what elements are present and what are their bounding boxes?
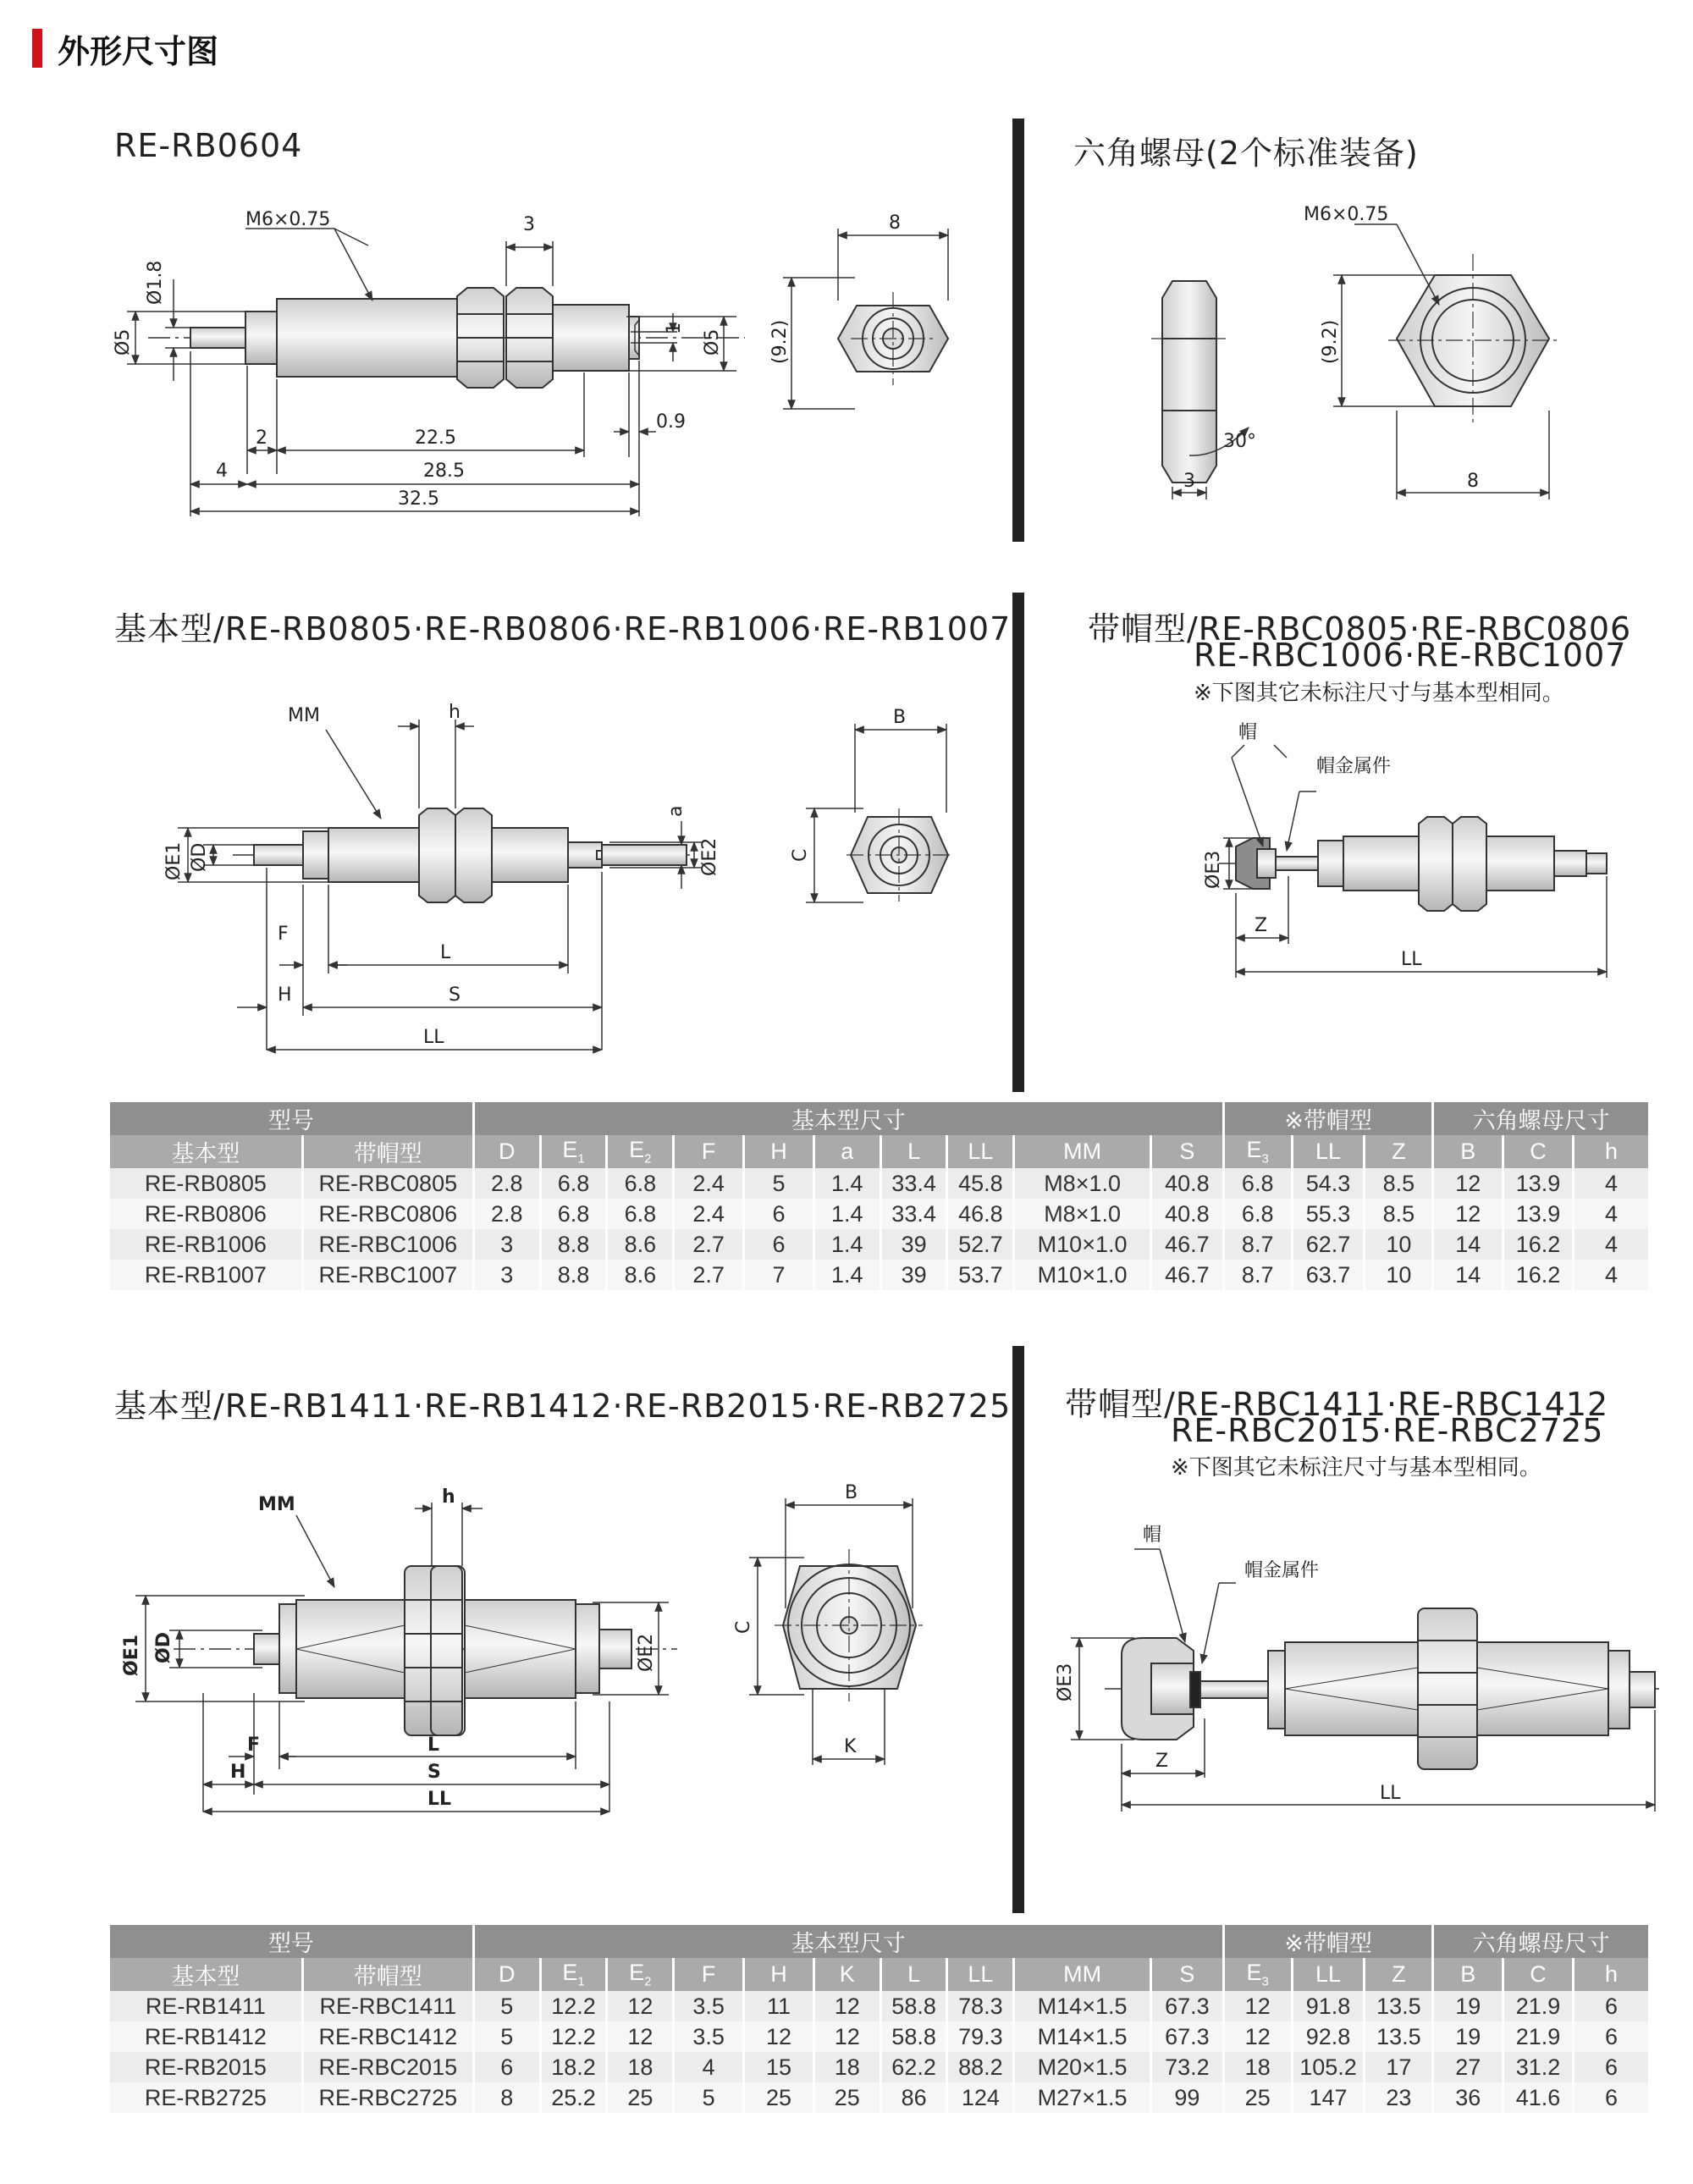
basic2-c-label: C	[733, 1620, 754, 1634]
t1-table-cell: 52.7	[947, 1229, 1014, 1260]
t2-table-cell: RE-RB2725	[110, 2082, 302, 2113]
t2-table-cell: RE-RBC2725	[302, 2082, 473, 2113]
t2-table-cell: M20×1.5	[1014, 2052, 1151, 2082]
t1-table-cell: 40.8	[1150, 1199, 1223, 1229]
t1-table-cell: 10	[1365, 1260, 1433, 1290]
t1-table-cell: RE-RBC0805	[302, 1168, 473, 1199]
cap1-cap-label: 帽	[1238, 722, 1258, 743]
t2-table-cell: 25	[813, 2082, 880, 2113]
t1-group-cap: ※带帽型	[1223, 1102, 1433, 1135]
cap1-fitting-label: 帽金属件	[1316, 756, 1392, 777]
basic1-c-label: C	[790, 848, 811, 862]
t1-table-cell: 14	[1433, 1260, 1503, 1290]
t2-table-cell: 73.2	[1150, 2052, 1223, 2082]
t1-table-cell: 7	[744, 1260, 814, 1290]
t1-table-row	[110, 1260, 1650, 1290]
t1-col-LL: LL	[947, 1135, 1014, 1168]
t2-col-H: H	[744, 1958, 814, 1991]
t1-table-cell: 6	[744, 1199, 814, 1229]
t1-table-cell: 3	[473, 1260, 540, 1290]
t1-table-cell: 2.8	[473, 1168, 540, 1199]
t2-table-cell: RE-RBC2015	[302, 2052, 473, 2082]
cap2-side-view	[1105, 1608, 1659, 1769]
t1-table-cell: 8.6	[607, 1229, 674, 1260]
t2-table-row	[110, 2082, 1650, 2113]
t1-col-B: B	[1433, 1135, 1503, 1168]
hexnut-side-view	[1151, 281, 1227, 483]
basic2-l-label: L	[427, 1735, 440, 1756]
t2-table-cell: 13.5	[1365, 2021, 1433, 2052]
basic1-d-label: ØD	[189, 842, 210, 872]
rb0604-hex92-label: (9.2)	[769, 319, 791, 364]
t2-table-cell: 15	[744, 2052, 814, 2082]
section-title-hexnut: 六角螺母(2个标准装备)	[1073, 135, 1419, 172]
t1-table-cell: RE-RBC1007	[302, 1260, 473, 1290]
t2-table-cell: 21.9	[1503, 2021, 1574, 2052]
t1-table-cell: 40.8	[1150, 1168, 1223, 1199]
t2-table-cell: M27×1.5	[1014, 2082, 1151, 2113]
cap2-cap-label: 帽	[1143, 1525, 1162, 1546]
t2-table-cell: 36	[1433, 2082, 1503, 2113]
t1-table-cell: 2.4	[674, 1168, 744, 1199]
t2-table-cell: 19	[1433, 2021, 1503, 2052]
t1-table-cell: 8.7	[1223, 1260, 1292, 1290]
t1-table-cell: 46.7	[1150, 1260, 1223, 1290]
rb0604-f2-label: 2	[256, 427, 267, 449]
t1-table-cell: 8.5	[1365, 1168, 1433, 1199]
t2-table-cell: 91.8	[1292, 1991, 1365, 2021]
t2-table-cell: 92.8	[1292, 2021, 1365, 2052]
basic1-e2-label: ØE2	[699, 837, 720, 876]
t1-col-LL2: LL	[1292, 1135, 1365, 1168]
t2-table-cell: 6	[473, 2052, 540, 2082]
t2-table-cell: 18	[1223, 2052, 1292, 2082]
t2-table-cell: RE-RBC1412	[302, 2021, 473, 2052]
spec-table-1	[110, 1102, 1651, 1290]
rb0604-l285-label: 28.5	[423, 461, 465, 482]
t2-table-cell: 18	[607, 2052, 674, 2082]
t2-table-row	[110, 1991, 1650, 2021]
basic2-d-label: ØD	[153, 1632, 174, 1663]
basic1-h-label: h	[449, 702, 460, 723]
hexnut-front-view	[1388, 254, 1558, 423]
t2-col-E1: $E_1$	[540, 1958, 607, 1991]
section-title-basic1: 基本型/RE-RB0805·RE-RB0806·RE-RB1006·RE-RB1007	[114, 610, 1012, 648]
cap1-side-view	[1219, 817, 1608, 911]
t1-table-cell: 8.8	[540, 1260, 607, 1290]
rb0604-side-view	[148, 288, 745, 388]
t1-table-cell: 63.7	[1292, 1260, 1365, 1290]
t2-col-Z: Z	[1365, 1958, 1433, 1991]
basic2-s-label: S	[427, 1762, 441, 1783]
t1-table-cell: 45.8	[947, 1168, 1014, 1199]
t2-col-S: S	[1150, 1958, 1223, 1991]
t1-table-cell: M10×1.0	[1014, 1229, 1151, 1260]
t2-table-cell: 13.5	[1365, 1991, 1433, 2021]
t2-table-cell: 67.3	[1150, 1991, 1223, 2021]
t2-table-cell: M14×1.5	[1014, 2021, 1151, 2052]
t2-table-cell: 99	[1150, 2082, 1223, 2113]
t1-table-cell: 4	[1573, 1199, 1649, 1229]
t2-table-row	[110, 2052, 1650, 2082]
t1-col-MM: MM	[1014, 1135, 1151, 1168]
cap1-ll-label: LL	[1401, 949, 1422, 970]
spec-table-2	[110, 1925, 1651, 2113]
t1-col-C: C	[1503, 1135, 1574, 1168]
t2-table-cell: 105.2	[1292, 2052, 1365, 2082]
t2-col-D: D	[473, 1958, 540, 1991]
t1-table-cell: RE-RB1007	[110, 1260, 302, 1290]
t2-table-cell: 12	[1223, 1991, 1292, 2021]
rb0604-end-view	[838, 292, 948, 385]
t1-group-nut: 六角螺母尺寸	[1433, 1102, 1650, 1135]
basic2-b-label: B	[845, 1482, 858, 1503]
t1-table-cell: 62.7	[1292, 1229, 1365, 1260]
t2-col-E3: $E_3$	[1223, 1958, 1292, 1991]
t1-table-cell: 10	[1365, 1229, 1433, 1260]
basic2-e1-label: ØE1	[121, 1634, 142, 1676]
t2-table-cell: 4	[674, 2052, 744, 2082]
t2-table-cell: 6	[1573, 2082, 1649, 2113]
t2-table-cell: 3.5	[674, 1991, 744, 2021]
t2-table-cell: 12	[607, 2021, 674, 2052]
cap1-e3-label: ØE3	[1203, 850, 1224, 889]
t1-table-cell: 6.8	[607, 1199, 674, 1229]
t2-table-row	[110, 2021, 1650, 2052]
t1-table-cell: RE-RBC0806	[302, 1199, 473, 1229]
t1-table-cell: RE-RBC1006	[302, 1229, 473, 1260]
t1-table-cell: 14	[1433, 1229, 1503, 1260]
t1-table-cell: 2.8	[473, 1199, 540, 1229]
basic2-f-label: F	[247, 1735, 261, 1756]
t1-col-F: F	[674, 1135, 744, 1168]
t1-group-basic: 基本型尺寸	[473, 1102, 1223, 1135]
t2-table-cell: 8	[473, 2082, 540, 2113]
t1-table-cell: 2.4	[674, 1199, 744, 1229]
t2-col-LL2: LL	[1292, 1958, 1365, 1991]
basic2-ll-label: LL	[427, 1789, 452, 1810]
t1-table-cell: RE-RB0806	[110, 1199, 302, 1229]
basic1-s-label: S	[449, 984, 460, 1006]
t2-col-C: C	[1503, 1958, 1574, 1991]
rb0604-w3-label: 3	[523, 214, 535, 235]
rb0604-hex8-label: 8	[889, 212, 901, 234]
t2-table-cell: 25	[744, 2082, 814, 2113]
t2-table-cell: 18.2	[540, 2052, 607, 2082]
t1-table-cell: 2.7	[674, 1260, 744, 1290]
basic1-b-label: B	[893, 707, 907, 728]
t2-group-nut: 六角螺母尺寸	[1433, 1925, 1650, 1958]
t1-col-E3: $E_3$	[1223, 1135, 1292, 1168]
t2-table-cell: 6	[1573, 2021, 1649, 2052]
t2-table-cell: 21.9	[1503, 1991, 1574, 2021]
rb0604-l225-label: 22.5	[415, 427, 456, 449]
hexnut-angle-label: 30°	[1223, 431, 1256, 452]
basic2-mm-label: MM	[258, 1494, 295, 1515]
t2-group-model: 型号	[110, 1925, 473, 1958]
t1-table-row	[110, 1199, 1650, 1229]
hexnut-h92-label: (9.2)	[1320, 319, 1341, 364]
hexnut-w8-label: 8	[1467, 471, 1479, 492]
t2-group-basic: 基本型尺寸	[473, 1925, 1223, 1958]
t2-col-h: h	[1573, 1958, 1649, 1991]
basic2-h-label: h	[442, 1486, 455, 1508]
t1-table-cell: 6	[744, 1229, 814, 1260]
t2-table-cell: M14×1.5	[1014, 1991, 1151, 2021]
t1-col-E2: $E_2$	[607, 1135, 674, 1168]
t1-table-cell: 1.4	[813, 1168, 880, 1199]
t2-table-cell: 5	[674, 2082, 744, 2113]
basic1-end-view	[846, 808, 952, 902]
rb0604-thread-label: M6×0.75	[245, 209, 331, 230]
basic2-end-view	[775, 1549, 923, 1701]
t2-table-cell: 147	[1292, 2082, 1365, 2113]
t2-table-cell: 11	[744, 1991, 814, 2021]
section-title-basic2: 基本型/RE-RB1411·RE-RB1412·RE-RB2015·RE-RB2725	[114, 1387, 1012, 1425]
t2-table-cell: 88.2	[947, 2052, 1014, 2082]
t1-table-cell: 8.6	[607, 1260, 674, 1290]
t2-table-cell: 27	[1433, 2052, 1503, 2082]
t2-col-B: B	[1433, 1958, 1503, 1991]
rb0604-d18-label: Ø1.8	[145, 260, 166, 305]
t1-table-cell: 12	[1433, 1168, 1503, 1199]
t1-table-cell: 6.8	[1223, 1199, 1292, 1229]
t1-table-cell: 4	[1573, 1260, 1649, 1290]
t1-col-D: D	[473, 1135, 540, 1168]
t2-table-cell: 78.3	[947, 1991, 1014, 2021]
t2-table-cell: 124	[947, 2082, 1014, 2113]
t2-col-L: L	[880, 1958, 947, 1991]
t1-table-cell: RE-RB1006	[110, 1229, 302, 1260]
t2-col-E2: $E_2$	[607, 1958, 674, 1991]
cap2-fitting-label: 帽金属件	[1244, 1560, 1320, 1581]
t1-table-cell: 6.8	[540, 1199, 607, 1229]
t1-col-S: S	[1150, 1135, 1223, 1168]
t1-table-cell: 39	[880, 1260, 947, 1290]
page-title: 外形尺寸图	[58, 33, 219, 70]
t2-table-cell: 86	[880, 2082, 947, 2113]
basic1-ll-label: LL	[423, 1027, 444, 1048]
t1-table-cell: RE-RB0805	[110, 1168, 302, 1199]
cap2-ll-label: LL	[1380, 1783, 1401, 1804]
t1-table-cell: 6.8	[1223, 1168, 1292, 1199]
t1-table-cell: 1.4	[813, 1260, 880, 1290]
section-title-rb0604: RE-RB0604	[114, 127, 303, 164]
basic1-hh-label: H	[278, 984, 292, 1006]
t1-group-model: 型号	[110, 1102, 473, 1135]
t1-table-cell: 13.9	[1503, 1199, 1574, 1229]
t2-table-cell: 12	[607, 1991, 674, 2021]
section-title-cap1-line1: 带帽型/RE-RBC0805·RE-RBC0806	[1088, 610, 1632, 648]
rb0604-h1-label: 1	[664, 323, 685, 334]
t1-col-basic-model: 基本型	[110, 1135, 302, 1168]
t1-table-cell: 5	[744, 1168, 814, 1199]
rb0604-d5b-label: Ø5	[702, 328, 723, 356]
t1-table-cell: 33.4	[880, 1168, 947, 1199]
t2-col-header-row	[110, 1958, 1650, 1991]
t2-table-cell: 12.2	[540, 2021, 607, 2052]
t1-col-cap-model: 带帽型	[302, 1135, 473, 1168]
t2-col-F: F	[674, 1958, 744, 1991]
hexnut-thread-label: M6×0.75	[1304, 204, 1389, 225]
t1-table-cell: 8.8	[540, 1229, 607, 1260]
cap2-z-label: Z	[1155, 1751, 1169, 1772]
t2-table-cell: RE-RB1411	[110, 1991, 302, 2021]
rb0604-l4-label: 4	[216, 461, 228, 482]
t2-table-cell: 25	[1223, 2082, 1292, 2113]
t1-table-row	[110, 1229, 1650, 1260]
hexnut-w3-label: 3	[1183, 471, 1195, 492]
t1-table-cell: M10×1.0	[1014, 1260, 1151, 1290]
cap1-note: ※下图其它未标注尺寸与基本型相同。	[1194, 681, 1564, 706]
t2-col-cap-model: 带帽型	[302, 1958, 473, 1991]
t1-table-cell: 13.9	[1503, 1168, 1574, 1199]
t2-table-cell: 12	[744, 2021, 814, 2052]
t1-col-L: L	[880, 1135, 947, 1168]
t2-table-cell: 6	[1573, 1991, 1649, 2021]
t2-col-LL: LL	[947, 1958, 1014, 1991]
t2-col-K: K	[813, 1958, 880, 1991]
t1-table-cell: 46.7	[1150, 1229, 1223, 1260]
t1-table-cell: 1.4	[813, 1229, 880, 1260]
t1-table-cell: 8.7	[1223, 1229, 1292, 1260]
t2-table-cell: 17	[1365, 2052, 1433, 2082]
t2-table-cell: 5	[473, 1991, 540, 2021]
t2-table-cell: 79.3	[947, 2021, 1014, 2052]
t1-table-cell: M8×1.0	[1014, 1199, 1151, 1229]
t2-table-cell: 25	[607, 2082, 674, 2113]
t1-table-cell: 16.2	[1503, 1229, 1574, 1260]
t2-table-cell: 19	[1433, 1991, 1503, 2021]
t1-table-cell: M8×1.0	[1014, 1168, 1151, 1199]
t2-col-basic-model: 基本型	[110, 1958, 302, 1991]
t2-table-cell: 12	[813, 1991, 880, 2021]
t2-table-cell: 5	[473, 2021, 540, 2052]
t2-table-cell: 25.2	[540, 2082, 607, 2113]
t1-table-cell: 4	[1573, 1168, 1649, 1199]
t1-table-cell: 33.4	[880, 1199, 947, 1229]
t2-table-cell: 12.2	[540, 1991, 607, 2021]
rb0604-l325-label: 32.5	[398, 488, 439, 510]
t2-group-cap: ※带帽型	[1223, 1925, 1433, 1958]
t1-table-cell: 6.8	[607, 1168, 674, 1199]
t1-col-H: H	[744, 1135, 814, 1168]
section-title-cap2-line2: RE-RBC2015·RE-RBC2725	[1171, 1412, 1604, 1449]
t2-table-cell: RE-RB1412	[110, 2021, 302, 2052]
basic2-side-view	[174, 1566, 677, 1735]
basic1-f-label: F	[278, 924, 289, 945]
t2-table-cell: 31.2	[1503, 2052, 1574, 2082]
t2-col-MM: MM	[1014, 1958, 1151, 1991]
basic1-l-label: L	[440, 942, 451, 963]
section-title-cap1-line2: RE-RBC1006·RE-RBC1007	[1194, 637, 1627, 674]
t1-table-cell: 12	[1433, 1199, 1503, 1229]
t1-table-cell: 55.3	[1292, 1199, 1365, 1229]
t1-table-cell: 3	[473, 1229, 540, 1260]
basic2-hh-label: H	[230, 1762, 246, 1783]
basic1-mm-label: MM	[288, 705, 320, 726]
t2-table-cell: 58.8	[880, 2021, 947, 2052]
t1-table-cell: 4	[1573, 1229, 1649, 1260]
basic2-e2-label: ØE2	[636, 1633, 657, 1672]
t2-table-cell: RE-RBC1411	[302, 1991, 473, 2021]
t1-col-a: a	[813, 1135, 880, 1168]
t2-table-cell: 12	[813, 2021, 880, 2052]
basic1-side-view	[233, 805, 694, 902]
t2-table-cell: 23	[1365, 2082, 1433, 2113]
t1-table-cell: 8.5	[1365, 1199, 1433, 1229]
basic1-a-label: a	[665, 805, 687, 817]
t1-table-cell: 6.8	[540, 1168, 607, 1199]
t2-table-cell: 58.8	[880, 1991, 947, 2021]
t1-col-h: h	[1573, 1135, 1649, 1168]
t2-table-cell: 41.6	[1503, 2082, 1574, 2113]
basic2-k-label: K	[844, 1736, 857, 1757]
t1-col-E1: $E_1$	[540, 1135, 607, 1168]
t1-table-cell: 2.7	[674, 1229, 744, 1260]
t1-col-header-row	[110, 1135, 1650, 1168]
t1-col-Z: Z	[1365, 1135, 1433, 1168]
t2-table-cell: 12	[1223, 2021, 1292, 2052]
t1-table-row	[110, 1168, 1650, 1199]
t2-table-cell: 3.5	[674, 2021, 744, 2052]
rb0604-l09-label: 0.9	[656, 411, 686, 433]
cap2-note: ※下图其它未标注尺寸与基本型相同。	[1171, 1455, 1541, 1481]
t2-table-cell: 67.3	[1150, 2021, 1223, 2052]
t2-table-cell: 6	[1573, 2052, 1649, 2082]
t1-table-cell: 54.3	[1292, 1168, 1365, 1199]
t1-table-cell: 46.8	[947, 1199, 1014, 1229]
t1-table-cell: 39	[880, 1229, 947, 1260]
t2-table-cell: RE-RB2015	[110, 2052, 302, 2082]
t1-table-cell: 53.7	[947, 1260, 1014, 1290]
t2-table-cell: 62.2	[880, 2052, 947, 2082]
rb0604-d5a-label: Ø5	[113, 328, 134, 356]
t1-table-cell: 16.2	[1503, 1260, 1574, 1290]
cap1-z-label: Z	[1255, 915, 1268, 936]
t2-table-cell: 18	[813, 2052, 880, 2082]
cap2-e3-label: ØE3	[1055, 1663, 1076, 1701]
section-title-cap2-line1: 带帽型/RE-RBC1411·RE-RBC1412	[1065, 1386, 1609, 1423]
t1-table-cell: 1.4	[813, 1199, 880, 1229]
basic1-e1-label: ØE1	[163, 841, 185, 880]
